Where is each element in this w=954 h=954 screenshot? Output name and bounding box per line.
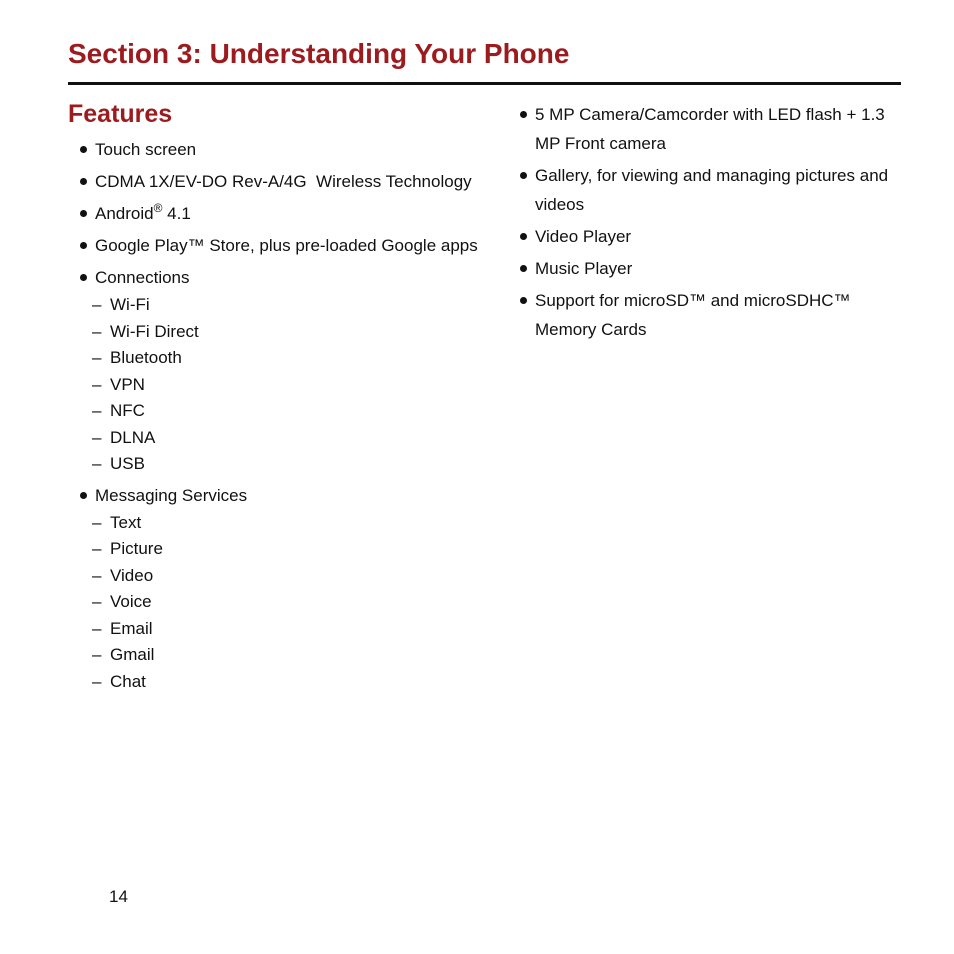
sub-item-usb: – USB: [92, 454, 145, 473]
sub-item-nfc: – NFC: [92, 401, 145, 420]
messaging-sublist: [92, 510, 508, 696]
sub-item-gmail: – Gmail: [92, 645, 155, 664]
sub-item-text: – Text: [92, 512, 142, 532]
feature-google-play: Google Play™ Store, plus pre-loaded Google apps: [78, 231, 508, 260]
sub-item-chat: – Chat: [92, 671, 146, 691]
feature-cdma: CDMA 1X/EV-DO Rev-A/4G Wireless Technology: [78, 167, 508, 196]
connections-sublist: [92, 292, 508, 478]
android-label: Android: [95, 204, 154, 223]
feature-gallery: Gallery, for viewing and managing pictures and videos: [518, 161, 903, 219]
sub-item-dlna: – DLNA: [92, 427, 156, 447]
feature-connections: Connections – Wi-Fi – Wi-Fi Direct – Bluetooth – VPN – NFC – DLNA – USB: [78, 263, 508, 478]
feature-memory-support: Support for microSD™ and microSDHC™ Memory Cards: [518, 286, 903, 344]
sub-item-wifi: – Wi-Fi: [92, 295, 150, 314]
page-number: 14: [109, 887, 128, 906]
android-version: 4.1: [162, 204, 191, 223]
sub-item-vpn: – VPN: [92, 374, 145, 394]
sub-item-video: – Video: [92, 565, 154, 585]
feature-music-player: Music Player: [518, 254, 903, 283]
sub-item-email: – Email: [92, 618, 153, 638]
features-list-left: [78, 135, 508, 698]
feature-android: [78, 199, 508, 228]
features-heading: Features: [68, 100, 173, 128]
sub-item-voice: – Voice: [92, 592, 152, 611]
title-rule: [68, 82, 901, 85]
sub-item-bluetooth: – Bluetooth: [92, 348, 182, 367]
feature-camera: 5 MP Camera/Camcorder with LED flash + 1.3 MP Front camera: [518, 100, 903, 158]
section-title: Section 3: Understanding Your Phone: [68, 38, 570, 69]
feature-touch-screen: Touch screen: [78, 135, 508, 164]
registered-mark: ®: [153, 201, 163, 215]
sub-item-picture: – Picture: [92, 539, 163, 558]
sub-item-wifi-direct: – Wi-Fi Direct: [92, 321, 199, 341]
feature-video-player: Video Player: [518, 222, 903, 251]
features-list-right: [518, 100, 903, 347]
feature-messaging: Messaging Services – Text – Picture – Video – Voice – Email – Gmail – Chat: [78, 481, 508, 696]
